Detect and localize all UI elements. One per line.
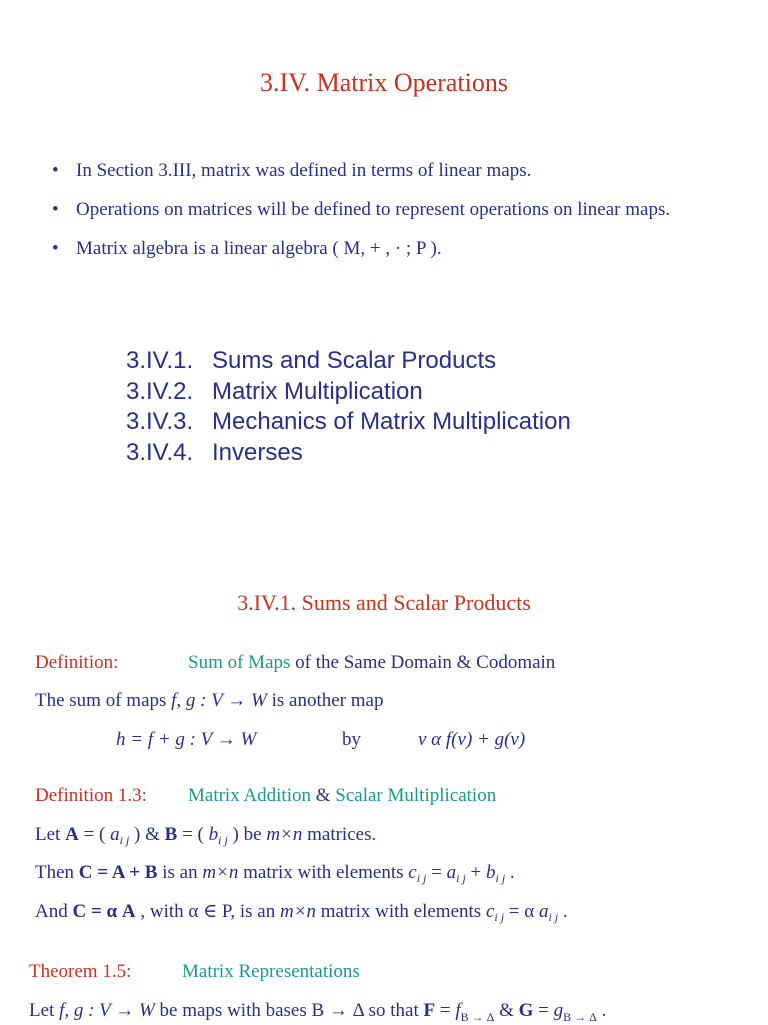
map-g: g bbox=[553, 1000, 564, 1021]
bullet-text: Matrix algebra is a linear algebra ( M, + , · ; P ). bbox=[76, 238, 442, 259]
subscript: i j bbox=[494, 910, 505, 924]
section-title: 3.IV.1. Sums and Scalar Products bbox=[237, 590, 531, 615]
topic-sum-of-maps: Sum of Maps bbox=[188, 652, 291, 673]
definition-label: Definition 1.3: bbox=[35, 785, 147, 806]
toc-item-multiplication[interactable] bbox=[126, 378, 423, 406]
text: = bbox=[426, 862, 447, 883]
elem-a: a bbox=[446, 862, 457, 883]
theorem-topic bbox=[182, 961, 360, 983]
text: Let bbox=[29, 1000, 60, 1021]
text: & bbox=[494, 1000, 519, 1021]
toc-number: 3.IV.4. bbox=[126, 439, 194, 466]
bullet-icon: • bbox=[52, 199, 59, 220]
text: And bbox=[35, 901, 73, 922]
bullet-item bbox=[52, 238, 442, 260]
text: . bbox=[558, 901, 568, 922]
definition-label: Definition: bbox=[35, 652, 119, 673]
definition-heading bbox=[35, 785, 147, 807]
definition-topic bbox=[188, 652, 555, 674]
subscript: i j bbox=[495, 871, 506, 885]
elem-b: b bbox=[208, 824, 219, 845]
matrix-G: G bbox=[518, 1000, 534, 1021]
math-rule: v α f(v) + g(v) bbox=[418, 729, 526, 750]
topic-rest: of the Same Domain & Codomain bbox=[290, 652, 556, 673]
matrix-B: B bbox=[164, 824, 178, 845]
expr-scalar: C = α A bbox=[72, 901, 136, 922]
text: = bbox=[533, 1000, 554, 1021]
by-text: by bbox=[342, 729, 361, 750]
topic-matrix-addition: Matrix Addition bbox=[188, 785, 311, 806]
elem-a: a bbox=[110, 824, 120, 845]
math-h: h = f + g : V → W bbox=[116, 729, 257, 750]
toc-item-inverses[interactable] bbox=[126, 439, 303, 467]
bullet-item bbox=[52, 160, 531, 182]
matrix-F: F bbox=[423, 1000, 436, 1021]
text: = α bbox=[504, 901, 539, 922]
subscript: B → Δ bbox=[460, 1010, 495, 1024]
bullet-icon: • bbox=[52, 160, 59, 181]
text: is an bbox=[157, 862, 203, 883]
text: matrix with elements bbox=[316, 901, 486, 922]
topic-scalar-mult: Scalar Multiplication bbox=[335, 785, 497, 806]
text: matrix with elements bbox=[238, 862, 409, 883]
text: . bbox=[596, 1000, 607, 1021]
definition-topic bbox=[188, 785, 496, 807]
elem-b: b bbox=[486, 862, 496, 883]
math-map: f, g : V → W bbox=[171, 690, 267, 711]
sum-of-maps-line bbox=[35, 690, 383, 712]
subscript: i j bbox=[218, 833, 228, 847]
map-rule bbox=[418, 729, 525, 751]
map-f: f bbox=[455, 1000, 461, 1021]
toc-number: 3.IV.2. bbox=[126, 378, 194, 405]
then-sum-line bbox=[35, 862, 515, 886]
text: = bbox=[435, 1000, 456, 1021]
subscript: i j bbox=[456, 871, 466, 885]
bullet-icon: • bbox=[52, 238, 59, 259]
definition-heading bbox=[35, 652, 118, 674]
subscript: i j bbox=[548, 910, 559, 924]
text: . bbox=[505, 862, 515, 883]
matrix-A: A bbox=[65, 824, 79, 845]
dims: m×n bbox=[266, 824, 303, 845]
topic-amp: & bbox=[310, 785, 336, 806]
theorem-heading bbox=[29, 961, 131, 983]
subscript: B → Δ bbox=[563, 1010, 597, 1024]
text: The sum of maps bbox=[35, 690, 172, 711]
text: is another map bbox=[266, 690, 384, 711]
theorem-let-line bbox=[29, 1000, 606, 1025]
and-scalar-line bbox=[35, 900, 568, 925]
dims: m×n bbox=[202, 862, 239, 883]
text: Then bbox=[35, 862, 79, 883]
map-h-def bbox=[116, 729, 256, 751]
topic-matrix-representations: Matrix Representations bbox=[182, 961, 360, 982]
toc-item-mechanics[interactable] bbox=[126, 408, 571, 436]
toc-number: 3.IV.1. bbox=[126, 347, 194, 374]
toc-label: Mechanics of Matrix Multiplication bbox=[212, 408, 571, 435]
toc-label: Matrix Multiplication bbox=[212, 378, 423, 405]
theorem-label: Theorem 1.5: bbox=[29, 961, 132, 982]
text: + bbox=[465, 862, 486, 883]
text: Let bbox=[35, 824, 66, 845]
text: ) be bbox=[227, 824, 267, 845]
let-matrices-line bbox=[35, 824, 376, 848]
elem-a: a bbox=[538, 901, 549, 922]
math-map: f, g : V → W bbox=[59, 1000, 155, 1021]
toc-number: 3.IV.3. bbox=[126, 408, 194, 435]
text: = ( bbox=[177, 824, 209, 845]
toc-label: Sums and Scalar Products bbox=[212, 347, 497, 374]
subscript: i j bbox=[119, 833, 130, 847]
text: , with α ∈ P, is an bbox=[135, 901, 280, 922]
toc-label: Inverses bbox=[212, 439, 303, 466]
text: ) & bbox=[129, 824, 165, 845]
toc-item-sums[interactable] bbox=[126, 347, 496, 375]
expr-sum: C = A + B bbox=[78, 862, 158, 883]
text: matrices. bbox=[302, 824, 377, 845]
text: = ( bbox=[78, 824, 111, 845]
subscript: i j bbox=[416, 871, 427, 885]
page-title: 3.IV. Matrix Operations bbox=[260, 68, 508, 97]
bullet-text: In Section 3.III, matrix was defined in terms of linear maps. bbox=[76, 160, 532, 181]
text: be maps with bases B → Δ so that bbox=[154, 1000, 424, 1021]
dims: m×n bbox=[279, 901, 317, 922]
bullet-item bbox=[52, 199, 670, 221]
bullet-text: Operations on matrices will be defined to represent operations on linear maps. bbox=[76, 199, 671, 220]
elem-c: c bbox=[408, 862, 417, 883]
elem-c: c bbox=[485, 901, 495, 922]
